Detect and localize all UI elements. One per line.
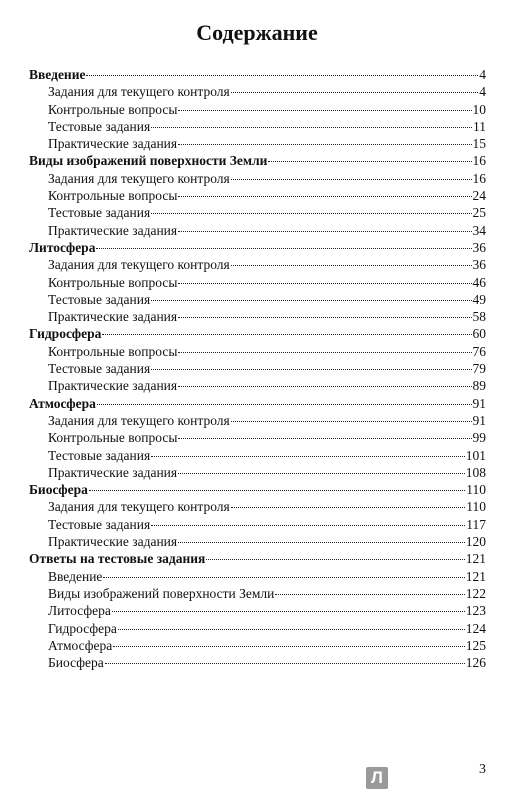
toc-entry-page: 49 xyxy=(472,291,486,307)
toc-entry-page: 121 xyxy=(465,568,486,584)
toc-subsection-entry[interactable] xyxy=(29,204,486,221)
toc-subsection-entry[interactable] xyxy=(29,533,486,550)
dot-leader xyxy=(178,532,465,543)
toc-subsection-entry[interactable] xyxy=(29,360,486,377)
toc-entry-page: 36 xyxy=(472,239,486,255)
toc-entry-label: Контрольные вопросы xyxy=(48,188,178,204)
toc-entry-label: Гидросфера xyxy=(48,620,117,636)
toc-entry-page: 34 xyxy=(472,222,486,238)
dot-leader xyxy=(231,411,472,422)
toc-entry-page: 76 xyxy=(472,343,486,359)
toc-entry-page: 108 xyxy=(465,464,486,480)
toc-entry-label: Практические задания xyxy=(48,309,178,325)
toc-entry-label: Контрольные вопросы xyxy=(48,274,178,290)
toc-entry-label: Задания для текущего контроля xyxy=(48,499,230,515)
toc-entry-label: Литосфера xyxy=(48,603,111,619)
toc-subsection-entry[interactable] xyxy=(29,602,486,619)
dot-leader xyxy=(231,497,466,508)
toc-subsection-entry[interactable] xyxy=(29,637,486,654)
page-title: Содержание xyxy=(196,20,318,45)
dot-leader xyxy=(231,255,472,266)
toc-entry-page: 122 xyxy=(465,585,486,601)
toc-entry-label: Тестовые задания xyxy=(48,516,151,532)
toc-subsection-entry[interactable] xyxy=(29,274,486,291)
dot-leader xyxy=(118,619,465,630)
toc-entry-label: Практические задания xyxy=(48,378,178,394)
toc-subsection-entry[interactable] xyxy=(29,308,486,325)
toc-section-entry[interactable] xyxy=(29,325,486,342)
toc-entry-label: Тестовые задания xyxy=(48,118,151,134)
toc-subsection-entry[interactable] xyxy=(29,377,486,394)
toc-entry-page: 16 xyxy=(472,153,486,169)
toc-entry-label: Задания для текущего контроля xyxy=(48,257,230,273)
toc-entry-label: Ответы на тестовые задания xyxy=(29,551,206,567)
toc-entry-label: Задания для текущего контроля xyxy=(48,84,230,100)
toc-entry-label: Атмосфера xyxy=(48,637,113,653)
toc-entry-label: Задания для текущего контроля xyxy=(48,412,230,428)
toc-entry-page: 101 xyxy=(465,447,486,463)
toc-entry-page: 4 xyxy=(479,84,486,100)
toc-entry-page: 110 xyxy=(466,499,486,515)
toc-subsection-entry[interactable] xyxy=(29,585,486,602)
dot-leader xyxy=(178,100,471,111)
toc-subsection-entry[interactable] xyxy=(29,291,486,308)
toc-entry-label: Виды изображений поверхности Земли xyxy=(29,153,268,169)
toc-entry-label: Биосфера xyxy=(29,482,88,498)
toc-entry-page: 117 xyxy=(466,516,486,532)
dot-leader xyxy=(231,169,472,180)
toc-subsection-entry[interactable] xyxy=(29,118,486,135)
litres-logo-icon: Л xyxy=(366,767,388,789)
toc-entry-label: Тестовые задания xyxy=(48,361,151,377)
page-number: 3 xyxy=(479,762,486,777)
table-of-contents xyxy=(29,66,486,671)
dot-leader xyxy=(151,117,472,128)
toc-subsection-entry[interactable] xyxy=(29,101,486,118)
toc-subsection-entry[interactable] xyxy=(29,412,486,429)
toc-entry-page: 25 xyxy=(472,205,486,221)
toc-subsection-entry[interactable] xyxy=(29,83,486,100)
toc-entry-page: 89 xyxy=(472,378,486,394)
toc-entry-page: 120 xyxy=(465,534,486,550)
toc-entry-page: 16 xyxy=(472,170,486,186)
toc-subsection-entry[interactable] xyxy=(29,256,486,273)
dot-leader xyxy=(151,203,471,214)
toc-subsection-entry[interactable] xyxy=(29,516,486,533)
toc-entry-page: 58 xyxy=(472,309,486,325)
toc-subsection-entry[interactable] xyxy=(29,464,486,481)
dot-leader xyxy=(102,324,471,335)
dot-leader xyxy=(275,584,464,595)
toc-entry-page: 10 xyxy=(472,101,486,117)
toc-entry-page: 126 xyxy=(465,655,486,671)
toc-entry-page: 110 xyxy=(466,482,486,498)
dot-leader xyxy=(103,567,464,578)
toc-section-entry[interactable] xyxy=(29,481,486,498)
toc-entry-page: 4 xyxy=(479,67,486,82)
toc-entry-page: 36 xyxy=(472,257,486,273)
dot-leader xyxy=(151,515,465,526)
dot-leader xyxy=(112,601,465,612)
toc-subsection-entry[interactable] xyxy=(29,620,486,637)
toc-entry-label: Задания для текущего контроля xyxy=(48,170,230,186)
dot-leader xyxy=(105,653,465,664)
toc-subsection-entry[interactable] xyxy=(29,187,486,204)
toc-subsection-entry[interactable] xyxy=(29,447,486,464)
toc-entry-page: 91 xyxy=(472,412,486,428)
toc-entry-label: Контрольные вопросы xyxy=(48,101,178,117)
toc-entry-page: 60 xyxy=(472,326,486,342)
dot-leader xyxy=(151,446,465,457)
toc-entry-label: Введение xyxy=(29,67,86,82)
toc-entry-label: Практические задания xyxy=(48,534,178,550)
toc-entry-label: Контрольные вопросы xyxy=(48,430,178,446)
toc-subsection-entry[interactable] xyxy=(29,222,486,239)
toc-entry-label: Практические задания xyxy=(48,136,178,152)
toc-entry-page: 79 xyxy=(472,361,486,377)
toc-subsection-entry[interactable] xyxy=(29,343,486,360)
toc-section-entry[interactable] xyxy=(29,395,486,412)
toc-entry-page: 24 xyxy=(472,188,486,204)
toc-entry-page: 46 xyxy=(472,274,486,290)
toc-subsection-entry[interactable] xyxy=(29,498,486,515)
toc-section-entry[interactable] xyxy=(29,152,486,169)
toc-entry-label: Тестовые задания xyxy=(48,447,151,463)
dot-leader xyxy=(178,273,471,284)
toc-entry-label: Тестовые задания xyxy=(48,291,151,307)
toc-entry-label: Гидросфера xyxy=(29,326,102,342)
toc-entry-label: Практические задания xyxy=(48,464,178,480)
dot-leader xyxy=(151,359,471,370)
toc-subsection-entry[interactable] xyxy=(29,654,486,671)
dot-leader xyxy=(268,151,471,162)
dot-leader xyxy=(206,549,464,560)
dot-leader xyxy=(97,394,472,405)
dot-leader xyxy=(89,480,465,491)
dot-leader xyxy=(178,307,471,318)
toc-entry-page: 99 xyxy=(472,430,486,446)
toc-subsection-entry[interactable] xyxy=(29,429,486,446)
toc-entry-label: Практические задания xyxy=(48,222,178,238)
dot-leader xyxy=(178,221,471,232)
toc-subsection-entry[interactable] xyxy=(29,135,486,152)
toc-entry-page: 121 xyxy=(465,551,486,567)
toc-entry-page: 124 xyxy=(465,620,486,636)
dot-leader xyxy=(86,65,478,76)
dot-leader xyxy=(178,186,471,197)
toc-subsection-entry[interactable] xyxy=(29,568,486,585)
toc-entry-label: Атмосфера xyxy=(29,395,96,411)
dot-leader xyxy=(113,636,465,647)
dot-leader xyxy=(178,134,471,145)
toc-entry-page: 15 xyxy=(472,136,486,152)
toc-section-entry[interactable] xyxy=(29,550,486,567)
dot-leader xyxy=(178,376,471,387)
dot-leader xyxy=(151,290,471,301)
toc-entry-page: 11 xyxy=(473,118,486,134)
toc-subsection-entry[interactable] xyxy=(29,170,486,187)
toc-section-entry[interactable] xyxy=(29,239,486,256)
toc-entry-page: 91 xyxy=(472,395,486,411)
toc-section-entry[interactable] xyxy=(29,66,486,83)
toc-entry-label: Литосфера xyxy=(29,239,96,255)
toc-entry-label: Тестовые задания xyxy=(48,205,151,221)
dot-leader xyxy=(96,238,471,249)
dot-leader xyxy=(231,82,479,93)
toc-entry-page: 125 xyxy=(465,637,486,653)
toc-entry-label: Введение xyxy=(48,568,103,584)
toc-entry-label: Виды изображений поверхности Земли xyxy=(48,585,275,601)
dot-leader xyxy=(178,463,465,474)
dot-leader xyxy=(178,342,471,353)
toc-entry-label: Биосфера xyxy=(48,655,104,671)
dot-leader xyxy=(178,428,471,439)
toc-entry-label: Контрольные вопросы xyxy=(48,343,178,359)
toc-entry-page: 123 xyxy=(465,603,486,619)
